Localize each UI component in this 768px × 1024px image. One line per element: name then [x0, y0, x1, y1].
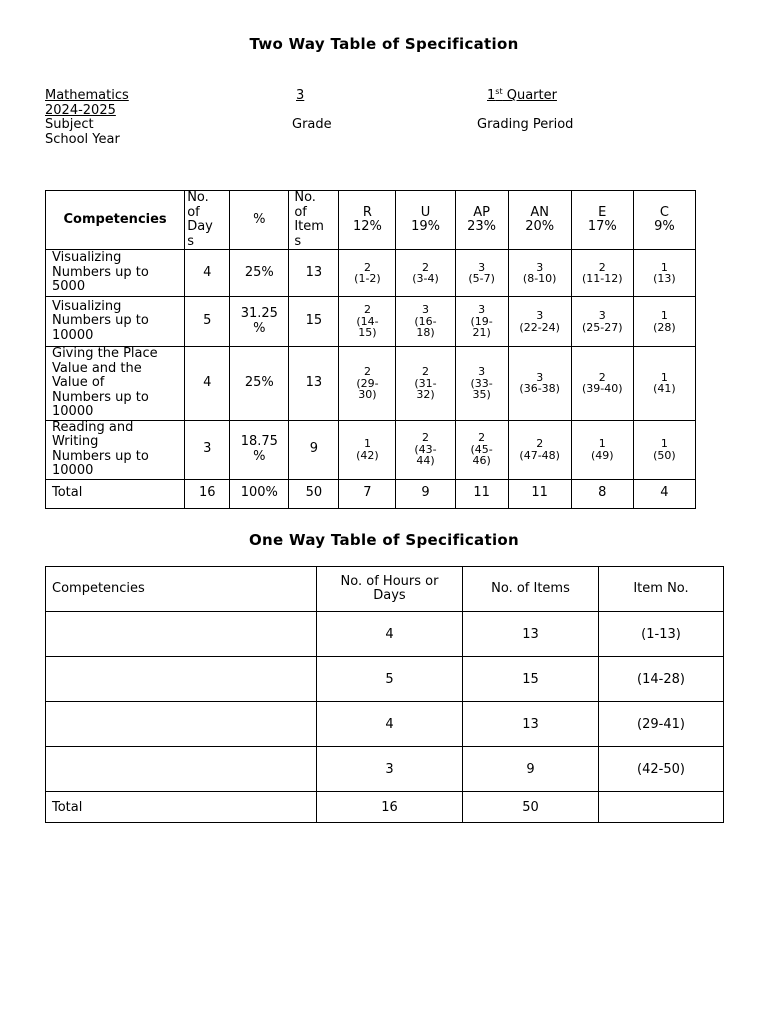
e-cell: 2 (11-12) — [571, 250, 633, 297]
competency-cell: Visualizing Numbers up to 10000 — [46, 297, 185, 347]
one-way-header-row — [46, 567, 724, 612]
u-cell: 2 (43- 44) — [396, 420, 455, 479]
total-r: 7 — [339, 479, 396, 508]
e-cell: 1 (49) — [571, 420, 633, 479]
header-competencies: Competencies — [46, 191, 185, 250]
competency-cell — [46, 702, 317, 747]
r-cell: 1 (42) — [339, 420, 396, 479]
table-row — [46, 657, 724, 702]
r-cell: 2 (29- 30) — [339, 347, 396, 421]
items-cell: 9 — [463, 747, 599, 792]
items-cell: 15 — [289, 297, 339, 347]
table-row — [46, 420, 696, 479]
competency-cell: Visualizing Numbers up to 5000 — [46, 250, 185, 297]
ap-cell: 3 (19- 21) — [455, 297, 508, 347]
hours-cell: 4 — [317, 612, 463, 657]
item-no-cell: (29-41) — [599, 702, 724, 747]
table-row — [46, 747, 724, 792]
header-percent: % — [230, 191, 289, 250]
item-no-cell: (42-50) — [599, 747, 724, 792]
total-item-no — [599, 792, 724, 823]
competency-cell: Reading and Writing Numbers up to 10000 — [46, 420, 185, 479]
items-cell: 13 — [289, 250, 339, 297]
header-no-of-items: No. of Item s — [289, 191, 339, 250]
competency-cell: Giving the Place Value and the Value of Numbers up to 10000 — [46, 347, 185, 421]
table-row — [46, 612, 724, 657]
school-year-value: 2024-2025 — [45, 102, 116, 118]
item-no-cell: (14-28) — [599, 657, 724, 702]
school-year-label: School Year — [45, 131, 120, 147]
days-cell: 5 — [185, 297, 230, 347]
hours-cell: 5 — [317, 657, 463, 702]
grading-period-block — [477, 89, 573, 133]
total-u: 9 — [396, 479, 455, 508]
grade-value: 3 — [296, 88, 305, 103]
total-row — [46, 792, 724, 823]
header-hours-or-days: No. of Hours or Days — [317, 567, 463, 612]
an-cell: 3 (22-24) — [508, 297, 571, 347]
c-cell: 1 (41) — [633, 347, 695, 421]
c-cell: 1 (13) — [633, 250, 695, 297]
ap-cell: 3 (5-7) — [455, 250, 508, 297]
e-cell: 2 (39-40) — [571, 347, 633, 421]
document-info — [45, 89, 665, 151]
header-an: AN 20% — [508, 191, 571, 250]
e-cell: 3 (25-27) — [571, 297, 633, 347]
days-cell: 3 — [185, 420, 230, 479]
percent-cell: 31.25 % — [230, 297, 289, 347]
header-r: R 12% — [339, 191, 396, 250]
competency-cell — [46, 747, 317, 792]
percent-cell: 25% — [230, 250, 289, 297]
items-cell: 15 — [463, 657, 599, 702]
items-cell: 13 — [463, 612, 599, 657]
table-row — [46, 347, 696, 421]
days-cell: 4 — [185, 347, 230, 421]
table-row — [46, 297, 696, 347]
two-way-table-title: Two Way Table of Specification — [249, 35, 519, 53]
c-cell: 1 (28) — [633, 297, 695, 347]
total-an: 11 — [508, 479, 571, 508]
header-u: U 19% — [396, 191, 455, 250]
hours-cell: 4 — [317, 702, 463, 747]
total-percent: 100% — [230, 479, 289, 508]
u-cell: 2 (31- 32) — [396, 347, 455, 421]
header-no-of-items: No. of Items — [463, 567, 599, 612]
one-way-table — [45, 566, 724, 823]
total-e: 8 — [571, 479, 633, 508]
total-row — [46, 479, 696, 508]
items-cell: 13 — [463, 702, 599, 747]
grading-period-label: Grading Period — [477, 117, 574, 132]
header-e: E 17% — [571, 191, 633, 250]
total-items: 50 — [463, 792, 599, 823]
grading-period-value: 1st Quarter — [487, 87, 557, 103]
c-cell: 1 (50) — [633, 420, 695, 479]
items-cell: 13 — [289, 347, 339, 421]
competency-cell — [46, 612, 317, 657]
percent-cell: 18.75 % — [230, 420, 289, 479]
total-c: 4 — [633, 479, 695, 508]
header-competencies: Competencies — [46, 567, 317, 612]
table-row — [46, 250, 696, 297]
total-ap: 11 — [455, 479, 508, 508]
u-cell: 2 (3-4) — [396, 250, 455, 297]
competency-cell — [46, 657, 317, 702]
hours-cell: 3 — [317, 747, 463, 792]
item-no-cell: (1-13) — [599, 612, 724, 657]
days-cell: 4 — [185, 250, 230, 297]
ap-cell: 2 (45- 46) — [455, 420, 508, 479]
table-row — [46, 702, 724, 747]
items-cell: 9 — [289, 420, 339, 479]
subject-value: Mathematics — [45, 88, 129, 103]
grade-label: Grade — [292, 117, 332, 132]
total-days: 16 — [185, 479, 230, 508]
subject-block — [45, 89, 129, 147]
two-way-header-row — [46, 191, 696, 250]
r-cell: 2 (1-2) — [339, 250, 396, 297]
u-cell: 3 (16- 18) — [396, 297, 455, 347]
header-c: C 9% — [633, 191, 695, 250]
r-cell: 2 (14- 15) — [339, 297, 396, 347]
header-no-of-days: No. of Day s — [185, 191, 230, 250]
an-cell: 2 (47-48) — [508, 420, 571, 479]
grade-block — [292, 89, 332, 133]
total-label: Total — [46, 792, 317, 823]
header-item-no: Item No. — [599, 567, 724, 612]
percent-cell: 25% — [230, 347, 289, 421]
ap-cell: 3 (33- 35) — [455, 347, 508, 421]
header-ap: AP 23% — [455, 191, 508, 250]
an-cell: 3 (36-38) — [508, 347, 571, 421]
total-hours: 16 — [317, 792, 463, 823]
total-label: Total — [46, 479, 185, 508]
an-cell: 3 (8-10) — [508, 250, 571, 297]
two-way-table — [45, 190, 696, 509]
one-way-table-title: One Way Table of Specification — [249, 531, 519, 549]
total-items: 50 — [289, 479, 339, 508]
subject-label: Subject — [45, 117, 94, 132]
